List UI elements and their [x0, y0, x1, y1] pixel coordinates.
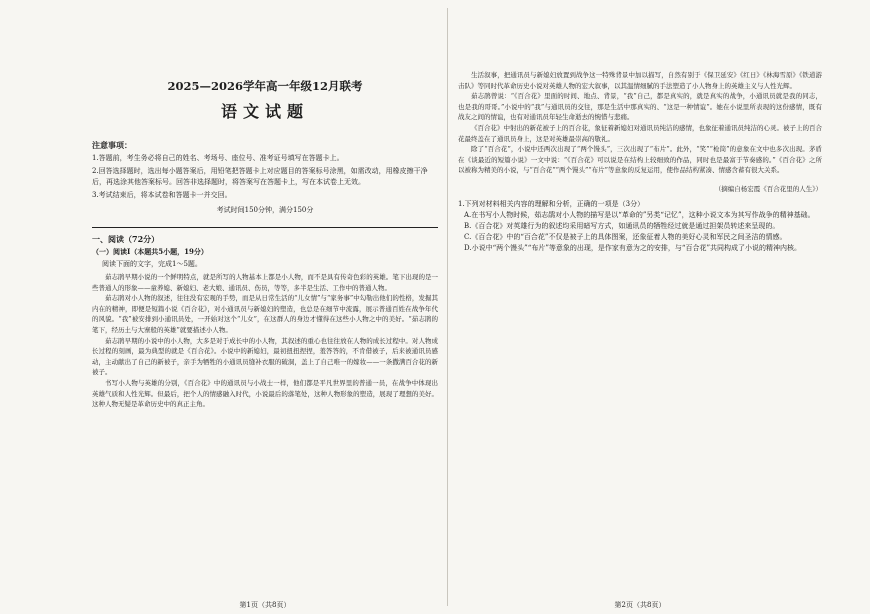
passage-paragraph: 茹志鹃曾说：“《百合花》里面的时间、地点、背景，“我”自己，都是真实的，就是真实的战争，小通讯员就是我的同志，也是我的哥哥。”小说中的“我”与通讯员的交往，那是生活中那真实的、“这是一种情谊”。她在小说里所表现的这份感情，既有战友之间的情谊，也有对通讯员年轻生命逝去的惋惜与悲痛。	[458, 92, 822, 122]
separator-line	[92, 227, 438, 228]
page-number-right: 第2页（共8页）	[614, 601, 666, 609]
reading-instruction: 阅读下面的文字，完成1～5题。	[102, 260, 202, 268]
subsection-heading: （一）阅读Ⅰ（本题共5小题，19分）	[92, 247, 208, 256]
passage-paragraph: 茹志鹃早期小说的一个鲜明特点，就是所写的人物基本上都是小人物，而不是具有传奇色彩的英雄。笔下出现的是一些普通人的形象——童养媳、新媳妇、老大娘、通讯员、伤员，等等，多半是生活、工作中的普通人物。	[92, 273, 438, 292]
question-option-c: C.《百合花》中的“百合花”不仅是被子上的具体图案，还象征着人物的美好心灵和军民之间圣洁的情感。	[464, 232, 787, 241]
passage-paragraph: 茹志鹃对小人物的叙述，往往没有宏观的手势，而是从日常生活的“儿女情”与“家务事”中勾勒出他们的性格，发掘其内在的精神，即便是短篇小说《百合花》，对小通讯员与新媳妇的塑造，也总是在细节中流露，展示普通百姓在战争年代的风貌。“我”被安排到小通讯员处，一开始对这个“儿女”，在这群人的身边才懂得在这些小人物之中的美好。“茹志鹃的笔下，经历土与大寨般的英雄”就要描述小人物。	[92, 294, 438, 334]
note-item: 1.答题前，考生务必将自己的姓名、考场号、座位号、准考证号填写在答题卡上。	[92, 154, 344, 162]
question-option-b: B.《百合花》对英雄行为的叙述均采用暗写方式，如通讯员的牺牲经过就是通过担架员转述来呈现的。	[464, 221, 780, 230]
exam-time: 考试时间150分钟，满分150分	[216, 206, 314, 214]
page-number-left: 第1页（共8页）	[239, 601, 291, 609]
passage-paragraph: 《百合花》中射出的新花被子上的百合花，象征着新媳妇对通讯员纯洁的感情，也象征着通讯员纯洁的心灵。被子上的百合花最终盖在了通讯员身上，这是对英雄最崇高的敬礼。	[458, 123, 822, 143]
subject-title: 语文试题	[220, 102, 309, 121]
question-stem: 1.下列对材料相关内容的理解和分析，正确的一项是（3分）	[458, 199, 645, 208]
passage-paragraph: 除了“百合花”，小说中还两次出现了“两个馒头”，三次出现了“布片”。此外，“笑”“枪筒”的意象在文中也多次出现。茅盾在《谈最近的短篇小说》一文中说：“《百合花》可以说是在结构上较细致的作品，同时也是最富于节奏感的。”《百合花》之所以被称为精美的小说，与“百合花”“两个馒头”“布片”等意象的反复运用，使作品结构紧凑、情感含蓄有很大关系。	[458, 145, 822, 175]
note-item: 2.回答选择题时，选出每小题答案后，用铅笔把答题卡上对应题目的答案标号涂黑，如需改动，用橡皮擦干净后，再选涂其他答案标号。回答非选择题时，将答案写在答题卡上，写在本试卷上无效。	[92, 167, 428, 186]
passage-source: （摘编自杨宏霞《百合花里的人生》）	[714, 184, 822, 193]
passage-paragraph: 生活叙事，把通讯员与新媳妇放置到战争这一特殊背景中加以描写，自然有别于《保卫延安》《红日》《林海雪原》《铁道游击队》等同时代革命历史小说对英雄人物的宏大叙事，以其温情细腻的手法塑造了小人物身上的英雄主义与人性光辉。	[458, 71, 822, 90]
right-page	[458, 8, 822, 614]
passage-paragraph: 书写小人物与英雄的分别，《百合花》中的通讯员与小战士一样，他们都是平凡世界里的普通一员，在战争中体现出英雄气质和人性光辉。但最后，把个人的情感融入时代，小说最后的落笔处，这种人物形象的塑造，展现了理想的美好。这种人物无疑是革命历史中的真正主角。	[92, 378, 438, 409]
notes-title: 注意事项：	[92, 140, 132, 150]
question-option-d: D.小说中“两个馒头”“布片”等意象的出现，是作家有意为之的安排，与“百合花”共同构成了小说的精神内核。	[464, 243, 802, 252]
note-item: 3.考试结束后，将本试卷和答题卡一并交回。	[92, 191, 232, 199]
page-divider	[447, 8, 448, 606]
section-heading: 一、阅读（72分）	[92, 234, 160, 244]
exam-title: 2025—2026学年高一年级12月联考	[167, 79, 363, 93]
question-option-a: A.在书写小人物时候，茹志鹃对小人物的描写是以“革命的”另类“记忆”，这种小说文本为其写作战争的精神基础。	[464, 210, 815, 219]
passage-paragraph: 茹志鹃早期的小说中的小人物，大多是对于成长中的小人物，其叙述的重心也往往放在人物的成长过程中。对人物成长过程的刻画，最为典型的就是《百合花》。小说中的新媳妇，最初扭扭捏捏，羞答答的，不肯借被子，后来被通讯员感动，主动献出了自己的新被子，亲手为牺牲的小通讯员缝补衣服的破洞，盖上了自己唯一的嫁妆——一条撒满百合花的新被子。	[92, 336, 438, 377]
exam-notes	[92, 140, 438, 215]
left-page	[92, 8, 438, 614]
